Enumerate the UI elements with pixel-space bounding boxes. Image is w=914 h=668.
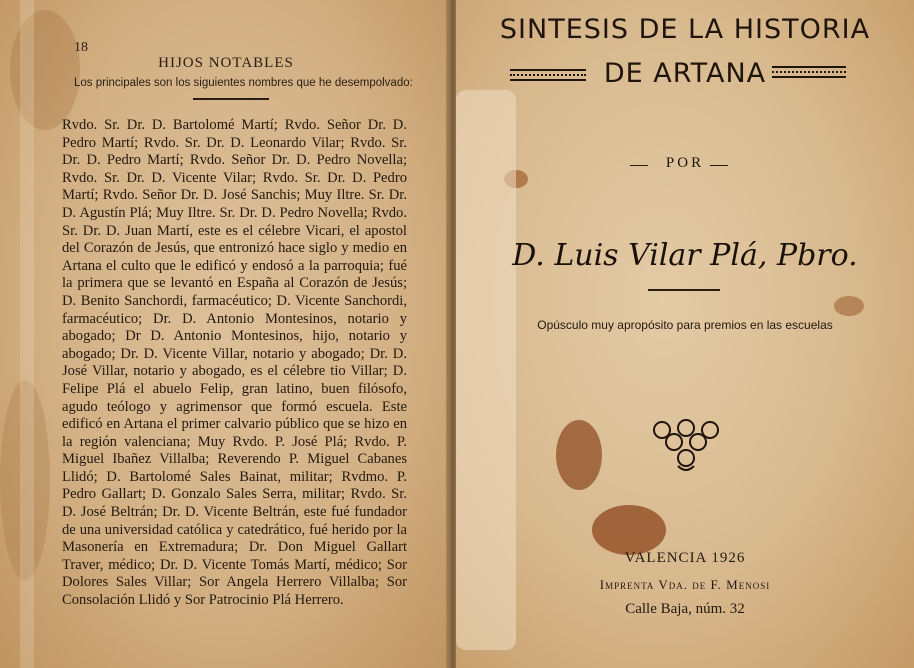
book-subtitle: Opúsculo muy apropósito para premios en las escuelas	[537, 318, 833, 332]
knotwork-ornament-icon	[648, 418, 724, 474]
notables-list-text	[62, 117, 407, 610]
author-name: D. Luis Vilar Plá, Pbro.	[512, 238, 858, 273]
page-edge-wear	[20, 0, 34, 668]
section-title: HIJOS NOTABLES	[158, 55, 294, 71]
author-rule	[648, 289, 720, 291]
printer-address: Calle Baja, núm. 32	[625, 601, 745, 617]
right-page	[456, 0, 914, 668]
por-label: POR	[665, 155, 705, 171]
section-rule	[193, 98, 269, 100]
water-stain	[556, 420, 602, 490]
book-title-line2: DE ARTANA	[603, 58, 767, 89]
printer-name: Imprenta Vda. de F. Menosi	[599, 577, 771, 592]
publication-city-year: VALENCIA 1926	[624, 550, 746, 566]
title-ornament-right	[772, 66, 846, 78]
page-number: 18	[74, 40, 88, 55]
por-dash-right	[710, 165, 728, 166]
water-stain	[834, 296, 864, 316]
section-intro: Los principales son los siguientes nombres que he desempolvado:	[74, 77, 413, 89]
notables-paragraph: Rvdo. Sr. Dr. D. Bartolomé Martí; Rvdo. Señor Dr. D. Pedro Martí; Rvdo. Sr. Dr. D. Leonardo Vilar; Rvdo. Sr. Dr. D. Pedro Martí; Rvdo. Señor Dr. D. Pedro Novella; Rvdo. Sr. Dr. D. Vicente Vilar; Rvdo. Sr. Dr. D. Pedro Martí; Rvdo. Señor Dr. D. José Sanchis; Muy Iltre. Sr. Dr. D. Agustín Plá; Muy Iltre. Sr. Dr. D. Pedro Novella; Rvdo. Sr. Dr. D. Juan Martí, este es el célebre Vicari, el apostol del Corazón de Jesús, que entronizó hace siglo y medio en Artana el culto que le edificó y endosó a la parroquia; fué la primera que se levantó en España al Corazón de Jesús; D. Benito Sanchordi, farmacéutico; D. Vicente Sanchordi, farmacéutico; Dr. D. Antonio Montesinos, notario y abogado; Dr D. Antonio Montesinos, hijo, notario y abogado; Dr. D. Vicente Villar, notario y abogado; Dr. D. José Villar, notario y abogado, es el célebre tio Villar; D. Felipe Plá el abuelo Felip, gran latino, buen filósofo, agudo teólogo y agrimensor que formó escuela. Este edificó en Artana el primer calvario público que se hizo en la región valenciana; Muy Rvdo. P. José Plá; Rvdo. P. Miguel Ibañez Villalba; Reverendo P. Miguel Cabanes Llidó; D. Bartolomé Sales Bainat, militar; Rvdmo. P. Pedro Gallart; D. Gonzalo Sales Serra, militar; Rvdo. Sr. D. José Beltrán; Dr. D. Vicente Beltrán, este fué fundador de una universidad católica y catedrático, fué herido por la Masonería en Extremadura; Dr. Don Miguel Gallart Traver, médico; Dr. D. Vicente Tomás Martí, médico; Sor Dolores Sales Villar; Sor Angela Herrero Villalba; Sor Consolación Llidó y Sor Patrocinio Plá Herrero.	[62, 117, 407, 609]
water-stain	[592, 505, 666, 555]
book-title-line1: SINTESIS DE LA HISTORIA	[499, 14, 871, 45]
